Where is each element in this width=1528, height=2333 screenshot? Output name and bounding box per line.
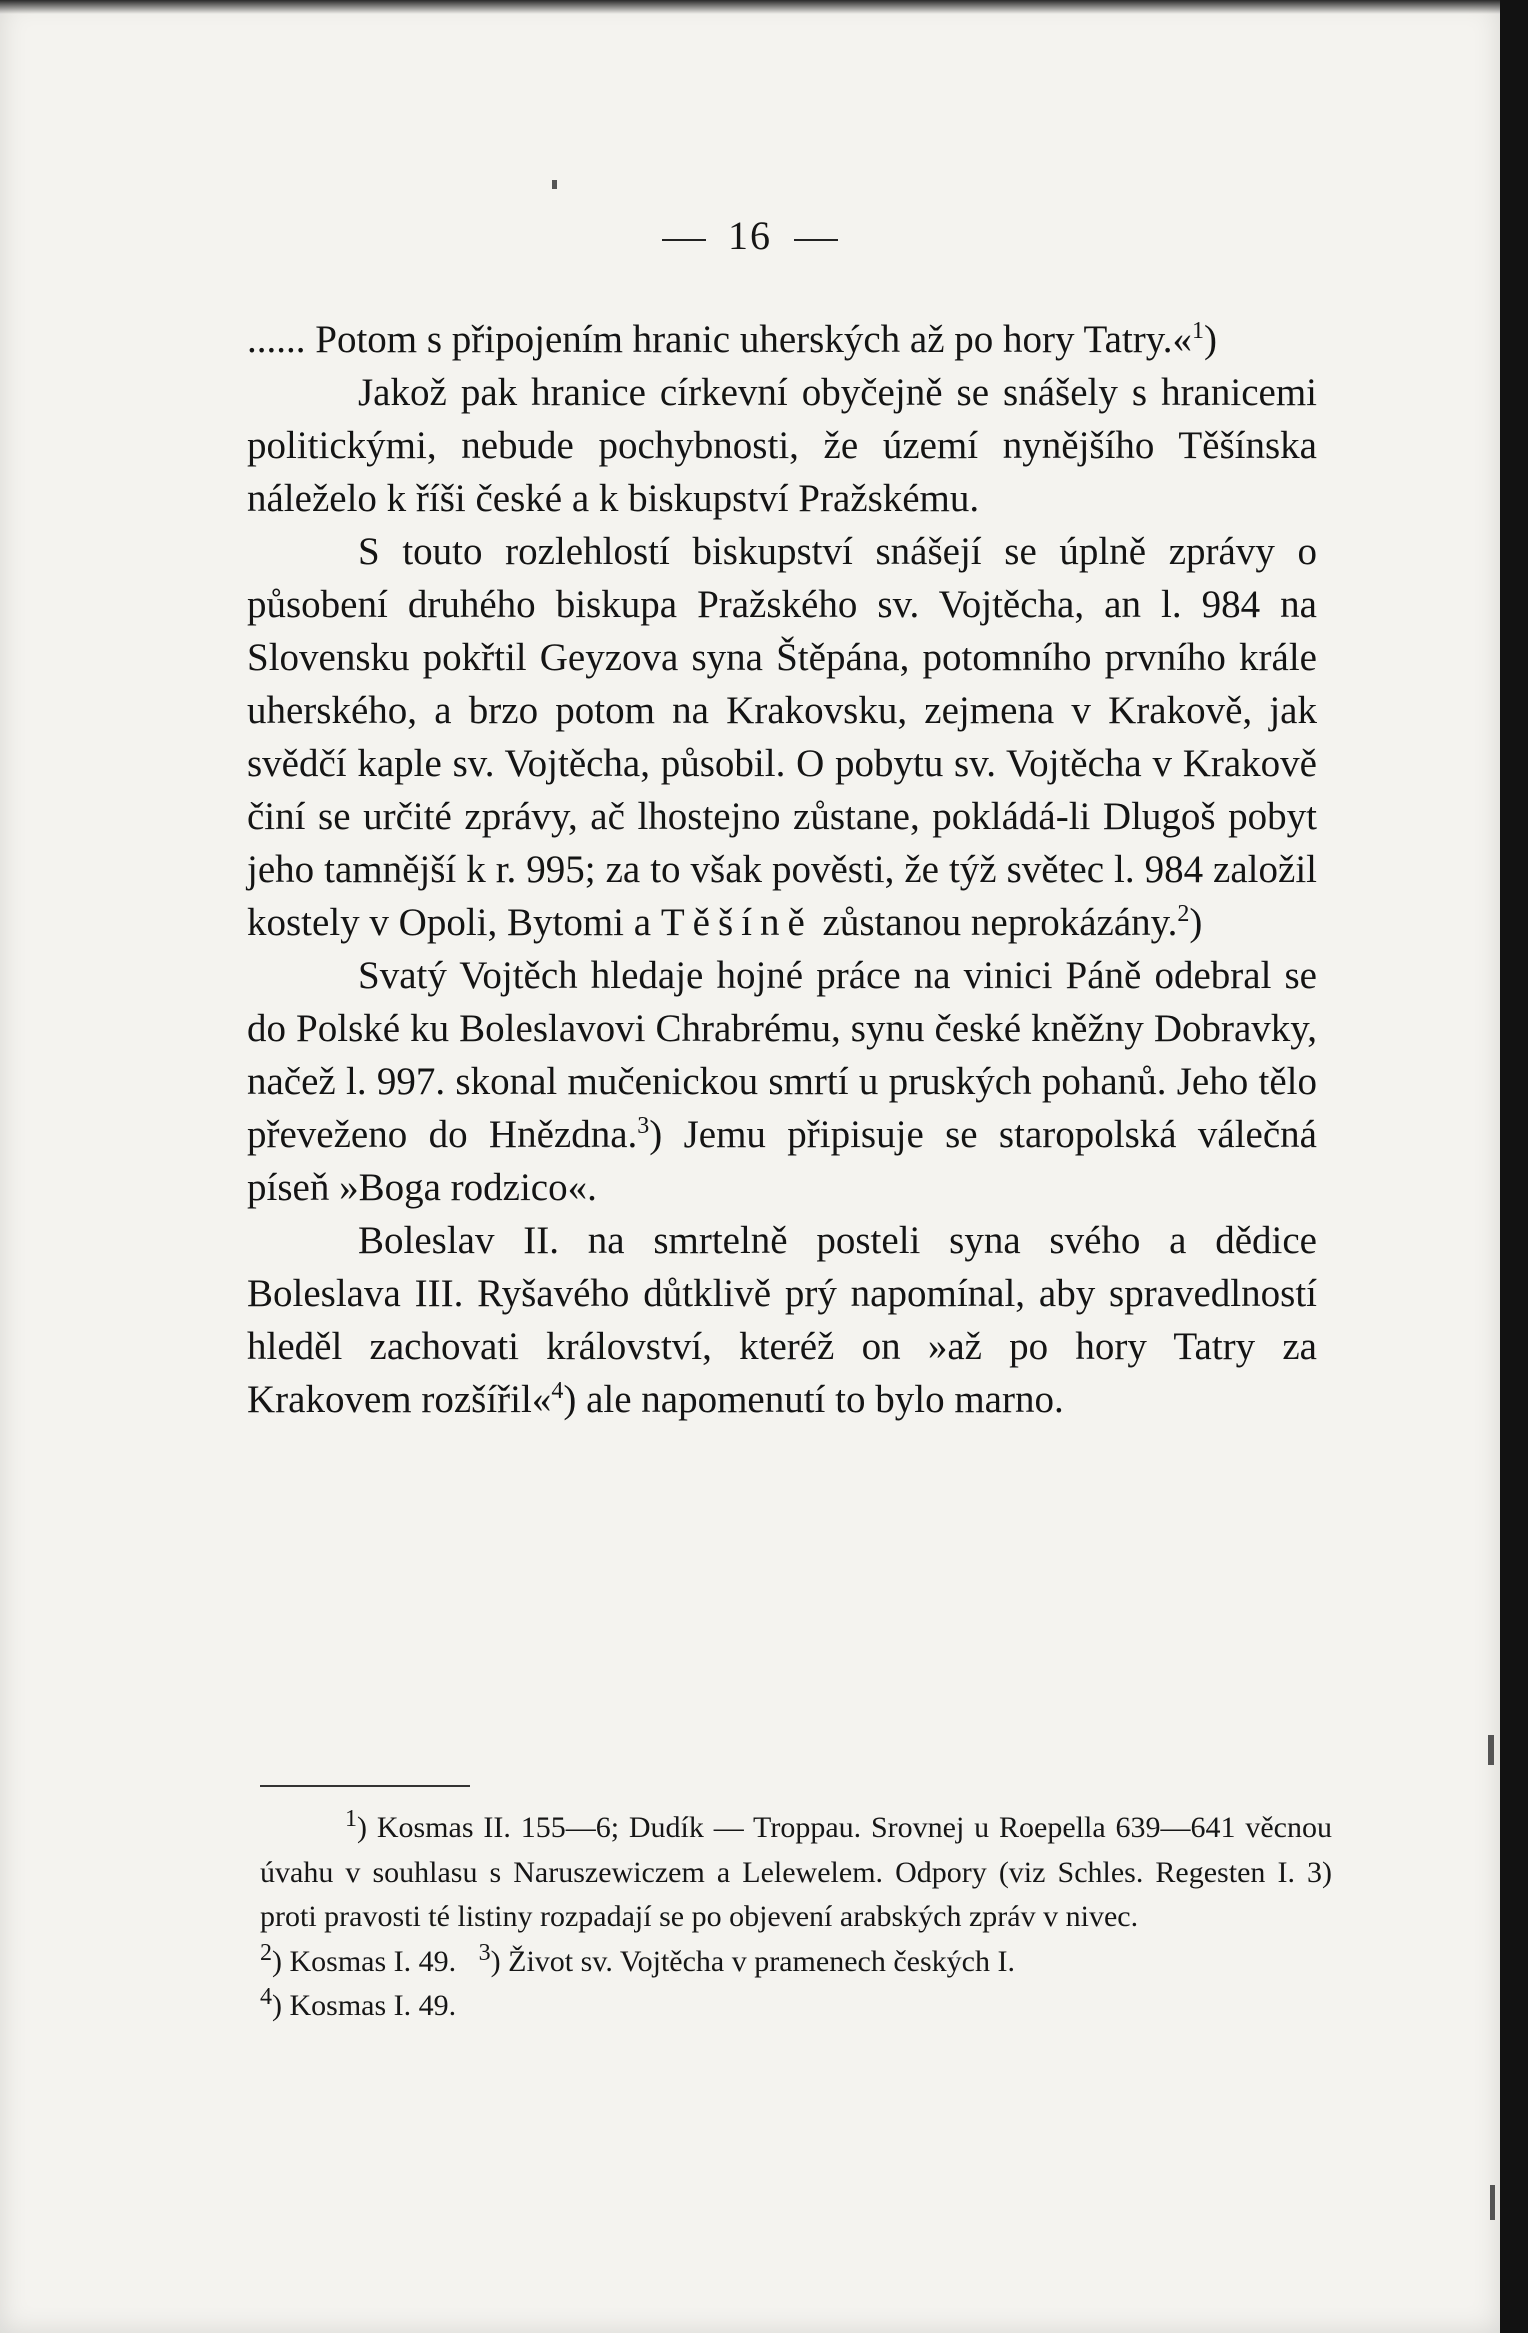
footnote-3-mark: 3	[478, 1939, 491, 1966]
footnote-rule	[260, 1785, 470, 1787]
footnote-ref-3: 3	[637, 1113, 650, 1139]
scan-speck	[1490, 2185, 1495, 2220]
scan-speck	[1488, 1735, 1494, 1765]
footnote-2-mark: 2	[260, 1939, 272, 1966]
paragraph-4	[247, 949, 1317, 1214]
paragraph-1	[247, 313, 1317, 366]
paragraph-2: Jakož pak hranice církevní obyčejně se snášely s hranicemi politickými, nebude pochybnosti, že území nynějšího Těšínska náleželo k říši české a k biskupství Pražskému.	[247, 371, 1317, 520]
page-number	[0, 212, 1500, 259]
footnotes	[260, 1806, 1332, 2029]
spaced-word: Těšíně	[660, 901, 813, 944]
paragraph-5-text-a: Boleslav II. na smrtelně posteli syna svého a dědice Boleslava III. Ryšavého důtklivě prý napomínal, aby spravedlností hleděl zachovati království, kteréž on »až po hory Tatry za Krakovem rozšířil«	[247, 1219, 1317, 1421]
footnote-ref-1-paren: )	[1204, 318, 1218, 361]
paragraph-5-text-b: ) ale napomenutí to bylo marno.	[563, 1378, 1064, 1421]
footnote-ref-2: 2	[1177, 901, 1190, 927]
footnote-4-mark: 4	[260, 1984, 272, 2010]
footnote-1-text: ) Kosmas II. 155—6; Dudík — Troppau. Srovnej u Roepella 639—641 věcnou úvahu v souhlasu s Naruszewiczem a Lelewelem. Odpory (viz Schles. Regesten I. 3) proti pravosti té listiny rozpadají se po objevení arabských zpráv v nivec.	[260, 1811, 1332, 1933]
paragraph-1-text: ...... Potom s připojením hranic uherských až po hory Tatry.«	[247, 318, 1193, 361]
footnote-1	[260, 1806, 1332, 1940]
scan-top-shadow	[0, 0, 1500, 14]
paragraph-3-text-a: S touto rozlehlostí biskupství snášejí se úplně zprávy o působení druhého biskupa Pražského sv. Vojtěcha, an l. 984 na Slovensku pokřtil Geyzova syna Štěpána, potomního prvního krále uherského, a brzo potom na Krakovsku, zejmena v Krakově, jak svědčí kaple sv. Vojtěcha, působil. O pobytu sv. Vojtěcha v Krakově činí se určité zprávy, ač lhostejno zůstane, pokládá-li Dlugoš pobyt jeho tamnější k r. 995; za to však pověsti, že týž světec l. 984 založil kostely v Opoli, Bytomi a	[247, 530, 1317, 944]
page-number-value: 16	[728, 213, 772, 258]
footnote-3-text: ) Život sv. Vojtěcha v pramenech českých I.	[490, 1944, 1015, 1978]
scan-dark-edge	[1500, 0, 1528, 2333]
footnote-ref-2-paren: )	[1189, 901, 1203, 944]
paragraph-3-text-b: zůstanou neprokázány.	[822, 901, 1178, 944]
paragraph-3	[247, 525, 1317, 949]
footnote-1-mark: 1	[345, 1806, 357, 1832]
footnote-4	[260, 1984, 1332, 2029]
paragraph-5	[247, 1214, 1317, 1426]
scan-speck	[552, 180, 557, 189]
paragraph-4-text-b: ) Jemu připisuje se staropolská válečná píseň »Boga rodzico«.	[247, 1113, 1317, 1209]
footnote-4-text: ) Kosmas I. 49.	[272, 1989, 457, 2022]
page-number-dash-left	[662, 239, 706, 241]
page-number-dash-right	[794, 239, 838, 241]
footnote-2-text: ) Kosmas I. 49.	[272, 1944, 457, 1978]
footnote-2-3	[260, 1940, 1332, 1985]
main-text	[247, 313, 1317, 1426]
footnote-ref-4: 4	[551, 1378, 564, 1404]
footnote-ref-1: 1	[1192, 318, 1205, 344]
paragraph-4-text-a: Svatý Vojtěch hledaje hojné práce na vinici Páně odebral se do Polské ku Boleslavovi Chrabrému, synu české kněžny Dobravky, načež l. 997. skonal mučenickou smrtí u pruských pohanů. Jeho tělo převeženo do Hnězdna.	[247, 954, 1317, 1156]
